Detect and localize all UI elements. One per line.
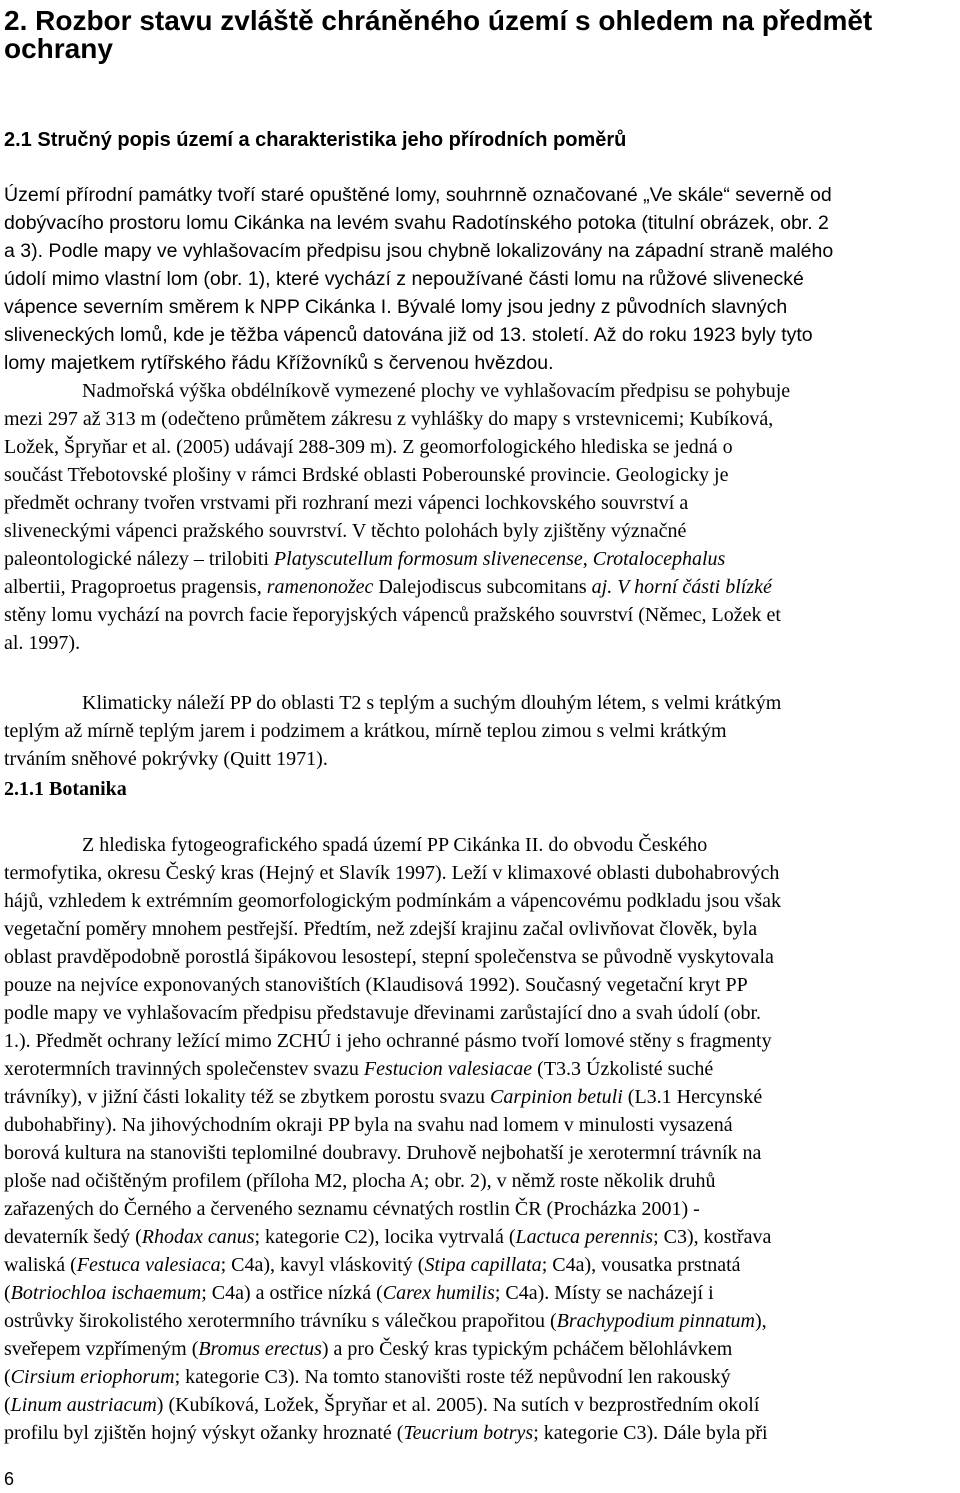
text-line — [4, 1363, 956, 1391]
text-line — [4, 601, 956, 629]
italic-species-name: Teucrium botrys — [403, 1422, 534, 1444]
paragraph-geology — [4, 377, 956, 657]
text-segment: al. 1997). — [4, 632, 81, 654]
text-line — [4, 1055, 956, 1083]
text-segment: borová kultura na stanovišti teplomilné doubravy. Druhově nejbohatší je xerotermní trávník na — [4, 1142, 762, 1164]
text-line: trváním sněhové pokrývky (Quitt 1971). — [4, 748, 328, 770]
text-line — [4, 433, 956, 461]
italic-species-name: aj. V horní části blízké — [586, 576, 772, 598]
text-line — [4, 629, 956, 657]
text-line — [4, 461, 956, 489]
text-segment: ; kategorie C3). Na tomto stanovišti roste též nepůvodní len rakouský — [174, 1366, 731, 1388]
text-line — [4, 1279, 956, 1307]
text-segment: pouze na nejvíce exponovaných stanovištích (Klaudisová 1992). Současný vegetační kryt PP — [4, 974, 748, 996]
text-line — [4, 971, 956, 999]
text-segment: (T3.3 Úzkolisté suché — [532, 1058, 714, 1080]
text-line — [4, 1391, 956, 1419]
text-segment: předmět ochrany tvořen vrstvami při rozhraní mezi vápenci lochkovského souvrství a — [4, 492, 689, 514]
chapter-heading — [4, 2, 934, 64]
text-segment: paleontologické nálezy – trilobiti — [4, 548, 274, 570]
chapter-heading-line: ochrany — [4, 33, 113, 64]
italic-species-name: Rhodax canus — [141, 1226, 255, 1248]
text-segment: Ložek, Špryňar et al. (2005) udávají 288-309 m). Z geomorfologického hlediska se jedná o — [4, 436, 733, 458]
paragraph-botany — [4, 831, 956, 1447]
text-segment: Nadmořská výška obdélníkově vymezené plochy ve vyhlašovacím předpisu se pohybuje — [82, 380, 791, 402]
text-segment: ploše nad očištěným profilem (příloha M2, plocha A; obr. 2), v němž roste několik druhů — [4, 1170, 716, 1192]
text-line — [4, 545, 956, 573]
text-segment: hájů, vzhledem k extrémním geomorfologickým podmínkám a vápencovému podkladu jsou však — [4, 890, 782, 912]
italic-species-name: Brachypodium pinnatum — [556, 1310, 755, 1332]
text-segment: Pragoproetus pragensis — [70, 576, 257, 598]
text-segment: podle mapy ve vyhlašovacím předpisu představuje dřevinami zarůstající dno a svah údolí (obr. — [4, 1002, 762, 1024]
text-line — [4, 1307, 956, 1335]
text-line — [4, 517, 956, 545]
text-segment: devaterník šedý ( — [4, 1226, 142, 1248]
text-line: a 3). Podle mapy ve vyhlašovacím předpisu jsou chybně lokalizovány na západní straně malého — [4, 240, 834, 262]
text-segment: ( — [4, 1366, 11, 1388]
paragraph-description — [4, 181, 956, 377]
italic-species-name: Botriochloa ischaemum — [10, 1282, 202, 1304]
text-segment: ostrůvky širokolistého xerotermního trávníku s válečkou prapořitou ( — [4, 1310, 557, 1332]
chapter-heading-line: 2. Rozbor stavu zvláště chráněného území s ohledem na předmět — [4, 5, 873, 36]
text-line — [4, 915, 956, 943]
text-segment: vegetační poměry mnohem pestřejší. Předtím, než zdejší krajinu začal ovlivňovat člověk, byla — [4, 918, 758, 940]
text-segment: termofytika, okresu Český kras (Hejný et Slavík 1997). Leží v klimaxové oblasti dubohabrových — [4, 862, 780, 884]
text-segment: dubohabřiny). Na jihovýchodním okraji PP byla na svahu nad lomem v minulosti vysazená — [4, 1114, 733, 1136]
paragraph-climate — [4, 689, 956, 773]
text-segment: zařazených do Černého a červeného seznamu cévnatých rostlin ČR (Procházka 2001) - — [4, 1198, 700, 1220]
italic-species-name: , — [60, 576, 71, 598]
text-line: vápence severním směrem k NPP Cikánka I. Bývalé lomy jsou jedny z původních slavných — [4, 296, 788, 318]
text-segment: stěny lomu vychází na povrch facie řeporyjských vápenců pražského souvrství (Němec, Ložek et — [4, 604, 781, 626]
text-segment: ; kategorie C2), locika vytrvalá ( — [254, 1226, 516, 1248]
text-segment: , — [582, 548, 593, 570]
text-segment: mezi 297 až 313 m (odečteno průmětem zákresu z vyhlášky do mapy s vrstevnicemi; Kubíková, — [4, 408, 774, 430]
text-segment: ) a pro Český kras typickým pcháčem bělohlávkem — [321, 1338, 733, 1360]
italic-species-name: Festucion valesiacae — [363, 1058, 533, 1080]
text-segment: ; C4a). Místy se nacházejí i — [494, 1282, 714, 1304]
text-line: teplým až mírně teplým jarem i podzimem a krátkou, mírně teplou zimou s velmi krátkým — [4, 720, 727, 742]
text-segment: (L3.1 Hercynské — [622, 1086, 763, 1108]
text-segment: trávníky), v jižní části lokality též se zbytkem porostu svazu — [4, 1086, 490, 1108]
page-number: 6 — [4, 1469, 15, 1489]
text-line — [4, 1419, 956, 1447]
text-segment: oblast pravděpodobně porostlá šipákovou lesostepí, stepní společenstva se původně vyskytovala — [4, 946, 774, 968]
text-segment: albertii — [4, 576, 61, 598]
text-line — [4, 1111, 956, 1139]
text-line: Klimaticky náleží PP do oblasti T2 s teplým a suchým dlouhým létem, s velmi krátkým — [82, 692, 782, 714]
italic-species-name: Platyscutellum formosum slivenecense — [273, 548, 583, 570]
text-segment: Z hlediska fytogeografického spadá území PP Cikánka II. do obvodu Českého — [82, 834, 708, 856]
text-line — [4, 1195, 956, 1223]
text-line — [4, 887, 956, 915]
text-segment: waliská ( — [4, 1254, 77, 1276]
italic-species-name: Crotalocephalus — [592, 548, 726, 570]
text-segment: ; kategorie C3). Dále byla při — [533, 1422, 768, 1444]
italic-species-name: Cirsium eriophorum — [10, 1366, 175, 1388]
section-heading: 2.1 Stručný popis území a charakteristika jeho přírodních poměrů — [4, 129, 627, 151]
italic-species-name: Lactuca perennis — [515, 1226, 654, 1248]
text-line: lomy majetkem rytířského řádu Křížovníků s červenou hvězdou. — [4, 352, 554, 374]
italic-species-name: Carex humilis — [382, 1282, 495, 1304]
text-segment: Dalejodiscus subcomitans — [378, 576, 587, 598]
text-segment: profilu byl zjištěn hojný výskyt ožanky hroznaté ( — [4, 1422, 404, 1444]
text-segment: sveřepem vzpřímeným ( — [4, 1338, 199, 1360]
text-segment: ( — [4, 1394, 11, 1416]
subsection-heading: 2.1.1 Botanika — [4, 778, 127, 800]
italic-species-name: , ramenonožec — [256, 576, 379, 598]
text-line — [4, 377, 956, 405]
text-segment: sliveneckými vápenci pražského souvrství. V těchto polohách byly zjištěny význačné — [4, 520, 687, 542]
italic-species-name: Stipa capillata — [424, 1254, 542, 1276]
text-line: dobývacího prostoru lomu Cikánka na levém svahu Radotínského potoka (titulní obrázek, obr. 2 — [4, 212, 829, 234]
text-line — [4, 405, 956, 433]
text-segment: ; C4a), vousatka prstnatá — [541, 1254, 741, 1276]
text-line — [4, 1167, 956, 1195]
text-segment: součást Třebotovské plošiny v rámci Brdské oblasti Poberounské provincie. Geologicky je — [4, 464, 729, 486]
italic-species-name: Bromus erectus — [198, 1338, 322, 1360]
text-line: Území přírodní památky tvoří staré opuštěné lomy, souhrnně označované „Ve skále“ severně od — [4, 184, 832, 206]
text-line — [4, 489, 956, 517]
text-line: údolí mimo vlastní lom (obr. 1), které vychází z nepoužívané části lomu na růžové slivenecké — [4, 268, 804, 290]
text-line — [4, 943, 956, 971]
text-segment: ; C4a) a ostřice nízká ( — [201, 1282, 383, 1304]
text-segment: ; C3), kostřava — [653, 1226, 772, 1248]
text-segment: ( — [4, 1282, 11, 1304]
italic-species-name: Carpinion betuli — [490, 1086, 623, 1108]
text-segment: ) (Kubíková, Ložek, Špryňar et al. 2005). Na sutích v bezprostředním okolí — [156, 1394, 760, 1416]
italic-species-name: Festuca valesiaca — [76, 1254, 221, 1276]
text-line — [4, 859, 956, 887]
text-line — [4, 1335, 956, 1363]
text-line — [4, 573, 956, 601]
text-line — [4, 1139, 956, 1167]
italic-species-name: Linum austriacum — [10, 1394, 157, 1416]
text-segment: ; C4a), kavyl vláskovitý ( — [220, 1254, 425, 1276]
text-line — [4, 999, 956, 1027]
text-segment: xerotermních travinných společenstev svazu — [4, 1058, 364, 1080]
text-line — [4, 1083, 956, 1111]
text-line: sliveneckých lomů, kde je těžba vápenců datována již od 13. století. Až do roku 1923 byly tyto — [4, 324, 813, 346]
text-line — [4, 1223, 956, 1251]
text-line — [4, 1027, 956, 1055]
text-line — [4, 1251, 956, 1279]
text-segment: ), — [754, 1310, 767, 1332]
text-line — [4, 831, 956, 859]
text-segment: 1.). Předmět ochrany ležící mimo ZCHÚ i jeho ochranné pásmo tvoří lomové stěny s fragmenty — [4, 1030, 772, 1052]
